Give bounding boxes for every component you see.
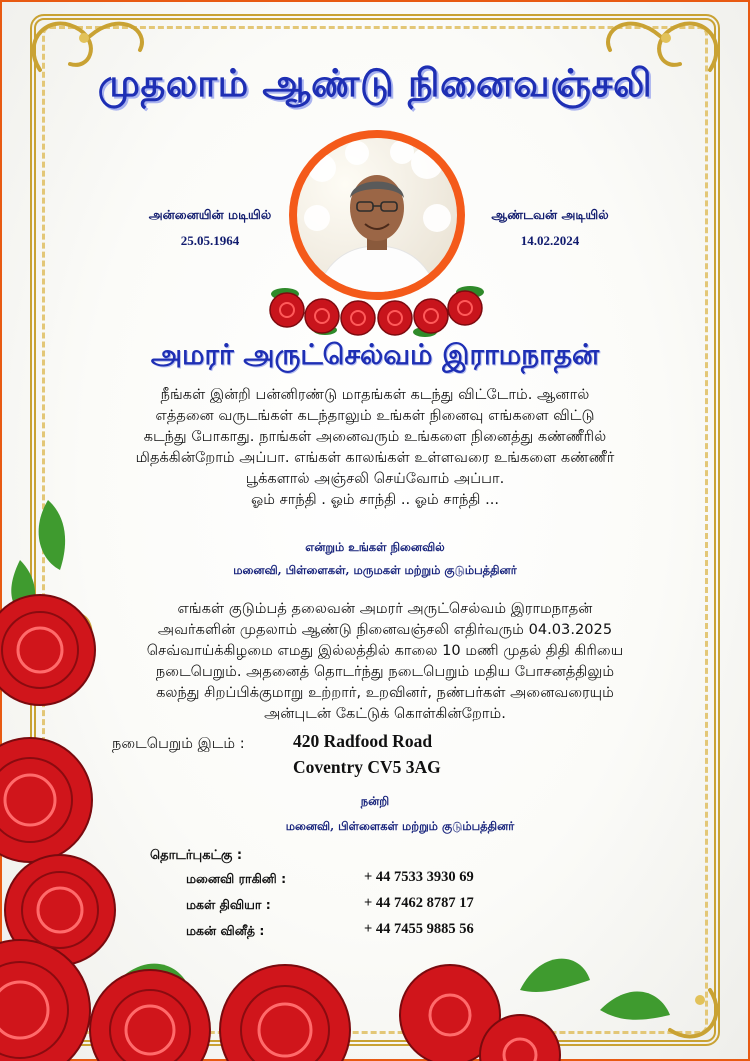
rose-decoration	[0, 470, 750, 1061]
tribute-line: கடந்து போகாது. நாங்கள் அனைவரும் உங்களை நினைத்து கண்ணீரில்	[143, 428, 607, 445]
invitation-line: அன்புடன் கேட்டுக் கொள்கின்றோம்.	[264, 705, 506, 722]
contact-label-wife: மனைவி ராகினி :	[186, 871, 287, 886]
contact-heading: தொடர்புகட்கு :	[150, 848, 243, 863]
tribute-line: எத்தனை வருடங்கள் கடந்தாலும் உங்கள் நினைவு எங்களை விட்டு	[155, 407, 595, 424]
birth-label: அன்னையின் மடியில்	[148, 207, 272, 222]
contact-phone-wife: + 44 7533 3930 69	[364, 869, 474, 885]
death-date: 14.02.2024	[520, 233, 580, 248]
invitation-line: செவ்வாய்க்கிழமை எமது இல்லத்தில் காலை 10 மணி முதல் திதி கிரியை	[146, 642, 624, 659]
venue-label: நடைபெறும் இடம் :	[112, 735, 245, 752]
birth-date: 25.05.1964	[180, 233, 240, 248]
tribute-line: நீங்கள் இன்றி பன்னிரண்டு மாதங்கள் கடந்து விட்டோம். ஆனால்	[160, 386, 590, 403]
contact-label-daughter: மகள் திவியா :	[186, 897, 271, 912]
tribute-line: மிதக்கின்றோம் அப்பா. எங்கள் காலங்கள் உள்ளவரை உங்களை கண்ணீர்	[135, 449, 615, 466]
deceased-name: அமரர் அருட்செல்வம் இராமநாதன்	[150, 338, 600, 371]
death-label: ஆண்டவன் அடியில்	[491, 207, 609, 222]
invitation-line: எங்கள் குடும்பத் தலைவன் அமரர் அருட்செல்வம் இராமநாதன்	[177, 600, 593, 617]
venue-address-line2: Coventry CV5 3AG	[293, 757, 441, 777]
tribute-line: பூக்களால் அஞ்சலி செய்வோம் அப்பா.	[245, 470, 505, 487]
invitation-line: நடைபெறும். அதனைத் தொடர்ந்து நடைபெறும் மதிய போசனத்திலும்	[155, 663, 615, 680]
contact-label-son: மகன் வினீத் :	[186, 923, 265, 938]
invitation-line: அவர்களின் முதலாம் ஆண்டு நினைவஞ்சலி எதிர்வரும் 04.03.2025	[157, 621, 613, 638]
venue-address-line1: 420 Radfood Road	[293, 731, 433, 751]
contact-phone-daughter: + 44 7462 8787 17	[364, 895, 474, 911]
rose-garland	[265, 280, 490, 340]
contact-phone-son: + 44 7455 9885 56	[364, 921, 474, 937]
thanks-word: நன்றி	[360, 794, 390, 808]
remembrance-family: மனைவி, பிள்ளைகள், மருமகள் மற்றும் குடும்பத்தினர்	[233, 563, 517, 577]
remembrance-line: என்றும் உங்கள் நினைவில்	[305, 540, 445, 554]
thanks-family: மனைவி, பிள்ளைகள் மற்றும் குடும்பத்தினர்	[285, 819, 515, 833]
portrait-photo	[297, 138, 457, 292]
page-title: முதலாம் ஆண்டு நினைவஞ்சலி	[97, 60, 653, 105]
tribute-line: ஓம் சாந்தி . ஓம் சாந்தி .. ஓம் சாந்தி ...	[251, 491, 499, 508]
invitation-line: கலந்து சிறப்பிக்குமாறு உற்றார், உறவினர், நண்பர்கள் அனைவரையும்	[156, 684, 614, 701]
